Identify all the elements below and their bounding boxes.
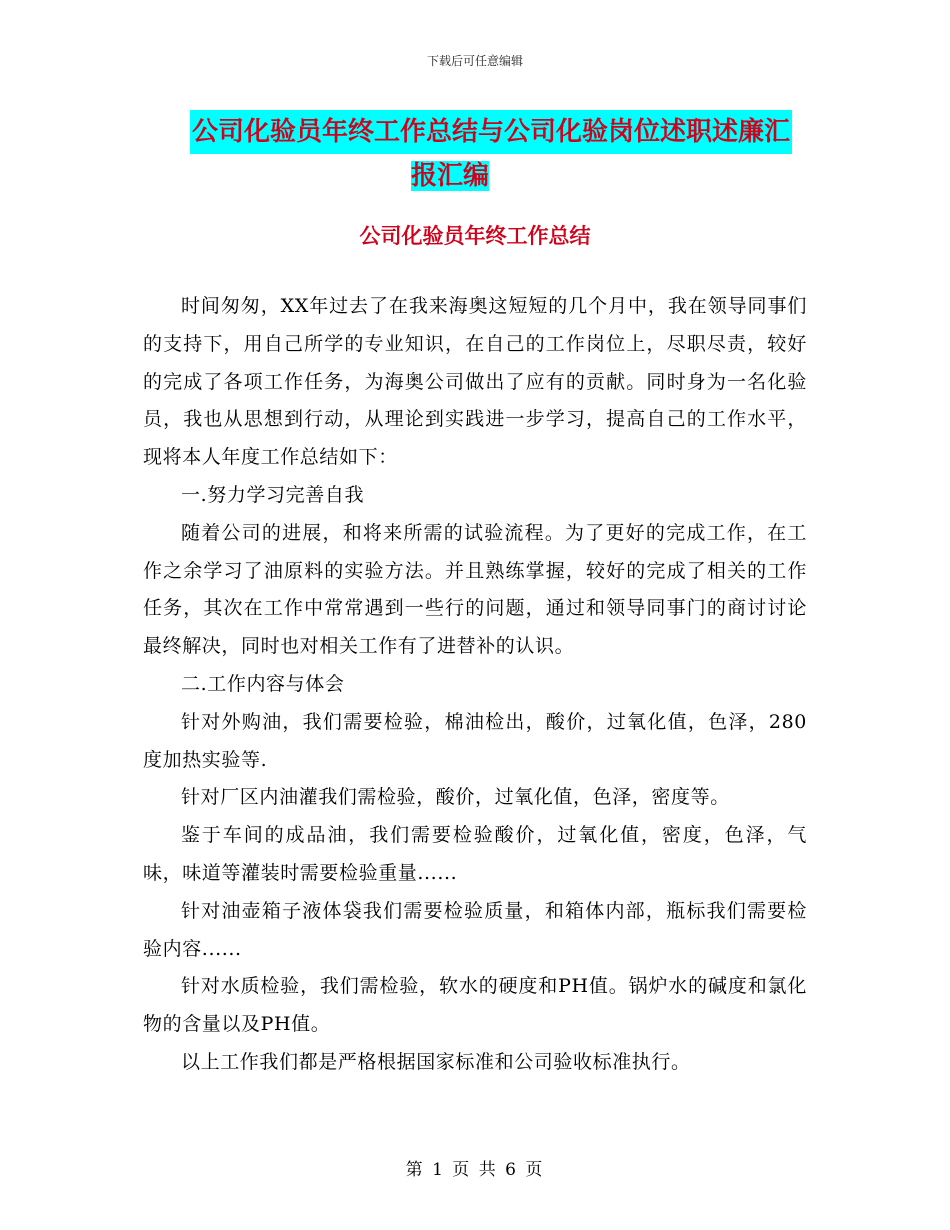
header-note: 下载后可任意编辑 <box>426 54 523 68</box>
paragraph-purchased-oil: 针对外购油，我们需要检验，棉油检出，酸价，过氧化值，色泽，280度加热实验等. <box>143 710 807 771</box>
paragraph-water-quality: 针对水质检验，我们需检验，软水的硬度和PH值。锅炉水的碱度和氯化物的含量以及PH值。 <box>143 975 807 1036</box>
paragraph-study: 随着公司的进展，和将来所需的试验流程。为了更好的完成工作，在工作之余学习了油原料的实验方法。并且熟练掌握，较好的完成了相关的工作任务，其次在工作中常常遇到一些行的问题，通过和领导同事门的商讨讨论最终解决，同时也对相关工作有了进替补的认识。 <box>143 521 807 658</box>
paragraph-tank-oil: 针对厂区内油灌我们需检验，酸价，过氧化值，色泽，密度等。 <box>181 786 730 809</box>
paragraph-intro: 时间匆匆，XX年过去了在我来海奥这短短的几个月中，我在领导同事们的支持下，用自己所学的专业知识，在自己的工作岗位上，尽职尽责，较好的完成了各项工作任务，为海奥公司做出了应有的贡献。同时身为一名化验员，我也从思想到行动，从理论到实践进一步学习，提高自己的工作水平，现将本人年度工作总结如下： <box>143 295 807 469</box>
document-title-line-2-wrapper <box>190 154 830 198</box>
paragraph-finished-oil: 鉴于车间的成品油，我们需要检验酸价，过氧化值，密度，色泽，气味，味道等灌装时需要检验重量...... <box>143 824 807 884</box>
document-body <box>143 288 807 1082</box>
section-title: 公司化验员年终工作总结 <box>359 224 591 248</box>
paragraph-standards: 以上工作我们都是严格根据国家标准和公司验收标准执行。 <box>181 1050 691 1073</box>
document-title <box>190 110 830 198</box>
heading-study: 一.努力学习完善自我 <box>181 483 365 506</box>
document-title-line-1: 公司化验员年终工作总结与公司化验岗位述职述廉汇 <box>190 110 792 154</box>
document-title-line-2: 报汇编 <box>410 161 489 191</box>
paragraph-packaging: 针对油壶箱子液体袋我们需要检验质量，和箱体内部，瓶标我们需要检验内容...... <box>143 899 807 960</box>
heading-work-content: 二.工作内容与体会 <box>181 672 345 695</box>
page-footer: 第 1 页 共 6 页 <box>405 1160 545 1180</box>
